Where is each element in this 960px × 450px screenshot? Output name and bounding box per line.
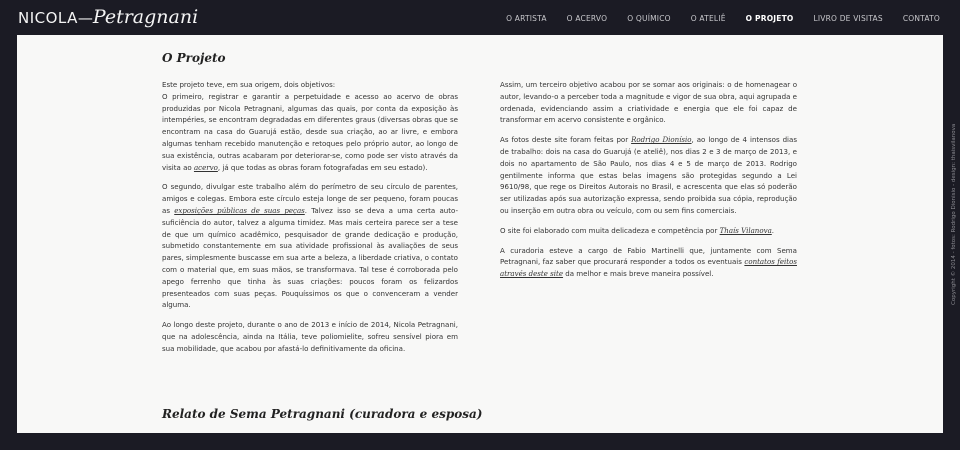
left-column: [162, 79, 458, 363]
paragraph-second-objective: [162, 181, 458, 311]
nav-item-contato[interactable]: CONTATO: [902, 14, 940, 23]
second-objective-text-end: . Talvez isso se deva a uma certa auto-suficiência do autor, talvez a alguma timidez. Mas mais certeira parece ser a tese de que um químico acadêmico, pesquisador de grande dedicação e produção, submetido constantemente em sua atividade profissional às avaliações de seus pares, simplesmente buscasse em sua arte a beleza, a liberdade criativa, o contato com o material que, em suas mãos, se transformava. Tal tese é corroborada pelo apego ferrenho que tinha às suas criações: poucos foram os felizardos presenteados com suas peças. Pouquíssimos os que o convenceram a vender alguma.: [162, 205, 459, 310]
paragraph-objectives: [162, 79, 458, 173]
acervo-link[interactable]: acervo: [193, 162, 218, 172]
objectives-first-text: O primeiro, registrar e garantir a perpetuidade e acesso ao acervo de obras produzidas por Nicola Petragnani, algumas das quais, por conta da exposição às intempéries, se encontram degradadas em diferentes graus (diversas obras que se encontram na casa do Guarujá estão, desde sua criação, ao ar livre, e embora algumas tenham recebido manutenção e retoques pelo próprio autor, ao longo de sua existência, outras acabaram por deteriorar-se, como pode ser visto através da visita ao: [162, 91, 458, 172]
designer-link[interactable]: Thaís Vilanova: [719, 225, 772, 235]
content-panel: [17, 35, 943, 433]
next-section-title: Relato de Sema Petragnani (curadora e esposa): [162, 407, 483, 421]
second-objective-text: O segundo, divulgar este trabalho além do perímetro de seu círculo de parentes, amigos e colegas. Embora este círculo esteja longe de ser pequeno, foram poucas as: [162, 182, 458, 215]
site-credit-text-end: .: [771, 225, 775, 235]
paragraph-third-objective: Assim, um terceiro objetivo acabou por se somar aos originais: o de homenagear o autor, levando-o a perceber toda a magnitude e vigor de sua obra, aqui agrupada e ordenada, evidenciando assim a criatividade e energia que ele foi capaz de transformar em acervo consistente e orgânico.: [500, 80, 797, 125]
exposicoes-link[interactable]: exposições públicas de suas peças: [174, 205, 305, 215]
right-column: [500, 79, 797, 288]
objectives-intro: Este projeto teve, em sua origem, dois objetivos:: [162, 80, 336, 89]
nav-item-o-acervo[interactable]: O ACERVO: [566, 14, 608, 23]
logo-dash: —: [77, 9, 93, 27]
nav-item-o-projeto[interactable]: O PROJETO: [745, 14, 794, 23]
nav-item-o-artista[interactable]: O ARTISTA: [506, 14, 547, 23]
nav-item-livro-de-visitas[interactable]: LIVRO DE VISITAS: [813, 14, 883, 23]
site-credit-text: O site foi elaborado com muita delicadeza e competência por: [500, 225, 720, 235]
objectives-first-text-end: , já que todas as obras foram fotografadas em seu estado).: [217, 162, 428, 172]
copyright-notice: Copyright © 2014 - fotos: Rodrigo Dionisio - design: thaisvilanova: [951, 123, 957, 305]
paragraph-mobility: Ao longo deste projeto, durante o ano de 2013 e início de 2014, Nicola Petragnani, que na adolescência, ainda na Itália, teve poliomielite, sofreu sensível piora em sua mobilidade, que acabou por afastá-lo definitivamente da oficina.: [162, 320, 458, 353]
curation-text-end: da melhor e mais breve maneira possível.: [563, 269, 714, 279]
paragraph-photos: [500, 134, 797, 217]
photos-text: As fotos deste site foram feitas por: [500, 135, 632, 145]
paragraph-curation: [500, 245, 797, 280]
contact-link[interactable]: contatos feitos através deste site: [500, 257, 797, 279]
main-nav: [486, 14, 940, 23]
paragraph-site-credit: [500, 225, 797, 237]
site-header: [0, 0, 960, 36]
nav-item-o-atelie[interactable]: O ATELIÊ: [690, 14, 726, 23]
photographer-link[interactable]: Rodrigo Dionísio: [631, 135, 692, 145]
page-title: O Projeto: [162, 51, 226, 65]
logo-last-name: Petragnani: [92, 6, 199, 28]
photos-text-end: , ao longo de 4 intensos dias de trabalho: dois na casa do Guarujá (e ateliê), nos dias 2 e 3 de março de 2013, e dois no apartamento de São Paulo, nos dias 4 e 5 de março de 2013. Rodrigo gentilmente informa que estas belas imagens são protegidas segundo a Lei 9610/98, que rege os Direitos Autorais no Brasil, e acrescenta que elas só poderão ser utilizadas após sua autorização expressa, sendo proibida sua cópia, reprodução ou inserção em outra obra ou veículo, com ou sem fins comerciais.: [500, 135, 798, 215]
nav-item-o-quimico[interactable]: O QUÍMICO: [627, 14, 671, 23]
site-logo[interactable]: [18, 6, 198, 28]
logo-first-name: NICOLA: [18, 9, 78, 27]
curation-text: A curadoria esteve a cargo de Fabio Martinelli que, juntamente com Sema Petragnani, faz saber que procurará responder a todos os eventuais: [500, 245, 797, 267]
